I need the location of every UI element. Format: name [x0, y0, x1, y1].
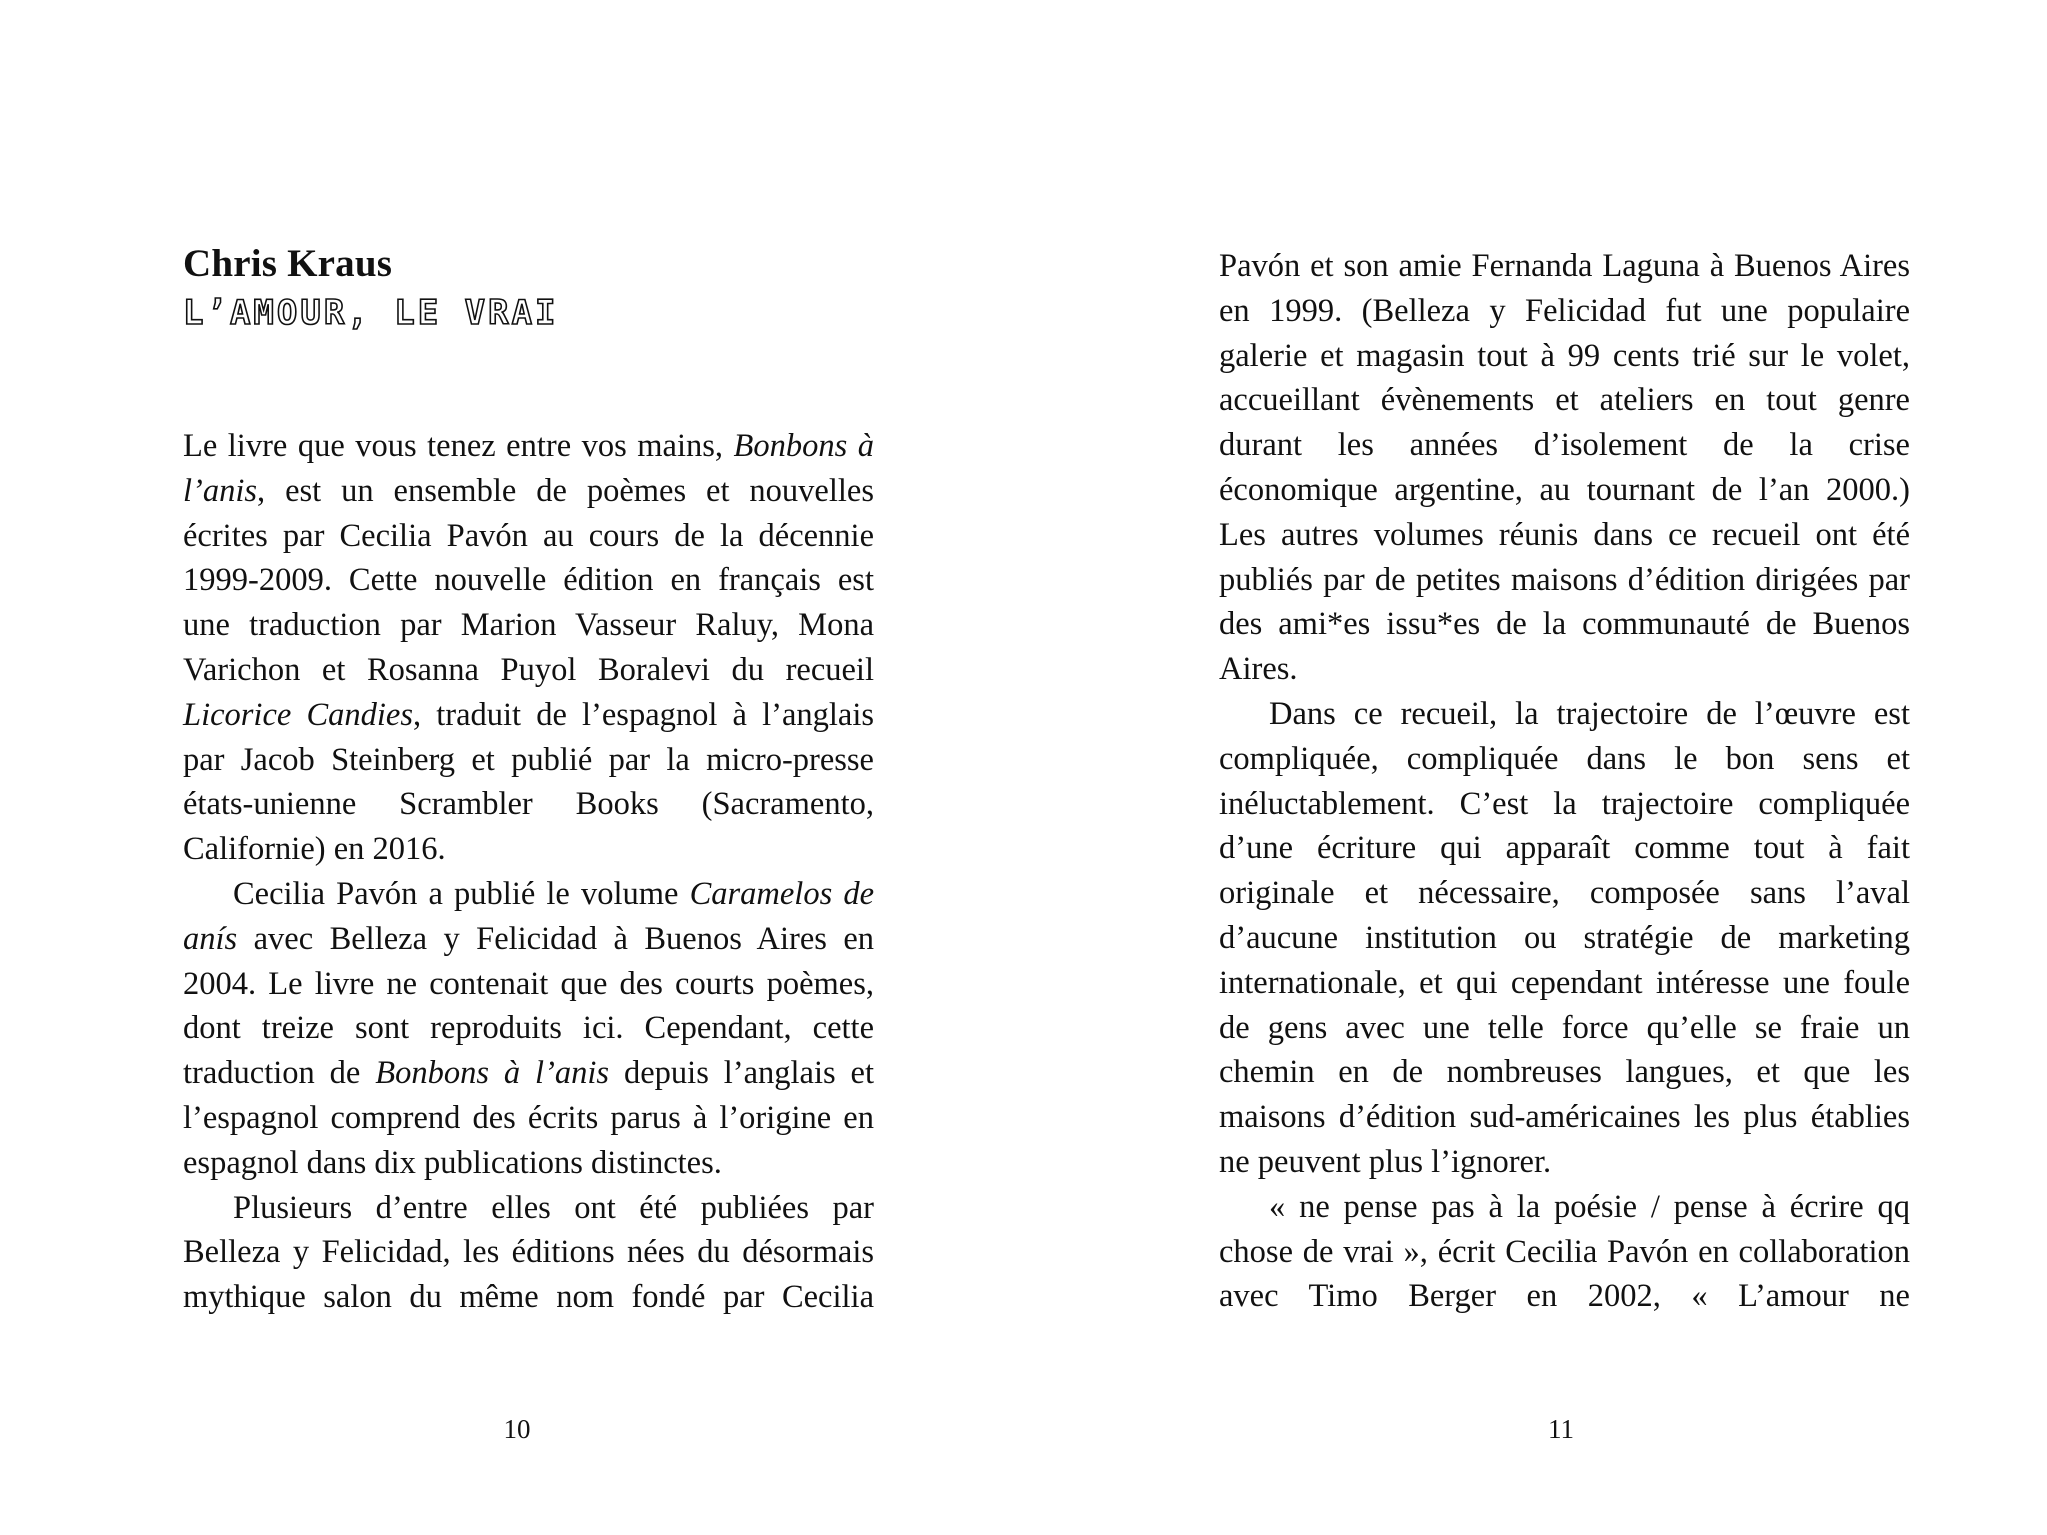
text-run: Pavón et son amie Fernanda Laguna à Buenos Aires en 1999. (Belleza y Felicidad fut une populaire galerie et magasin tout à 99 cents trié sur le volet, accueillant évènements et ateliers en tout genre durant les années d’isolement de la crise économique argentine, au tournant de l’an 2000.) Les autres volumes réunis dans ce recueil ont été publiés par de petites maisons d’édition dirigées par des ami*es issu*es de la communauté de Buenos Aires.	[1219, 248, 1910, 688]
text-run: Cecilia Pavón a publié le volume	[233, 875, 690, 912]
text-run: Dans ce recueil, la trajectoire de l’œuvre est compliquée, compliquée dans le bon sens et inéluctablement. C’est la trajectoire compliquée d’une écriture qui apparaît comme tout à fait originale et nécessaire, composée sans l’aval d’aucune institution ou stratégie de marketing internationale, et qui cependant intéresse une foule de gens avec une telle force qu’elle se fraie un chemin en de nombreuses langues, et que les maisons d’édition sud-américaines les plus établies ne peuvent plus l’ignorer.	[1219, 695, 1910, 1180]
italic-title: Licorice Candies	[183, 696, 413, 733]
author-name: Chris Kraus	[183, 242, 393, 285]
page-number: 10	[503, 1414, 531, 1444]
text-run: Le livre que vous tenez entre vos mains,	[183, 428, 734, 464]
text-run: avec Belleza y Felicidad à Buenos Aires en 2004. Le livre ne contenait que des courts poèmes, dont treize sont reproduits ici. Cependant, cette traduction de	[183, 920, 874, 1092]
text-run: , est un ensemble de poèmes et nouvelles écrites par Cecilia Pavón au cours de la décennie 1999-2009. Cette nouvelle édition en français est une traduction par Marion Vasseur Raluy, Mona Varichon et Rosanna Puyol Boralevi du recueil	[183, 472, 874, 688]
italic-title: Bonbons à l’anis	[183, 428, 874, 509]
text-run: depuis l’anglais et l’espagnol comprend des écrits parus à l’origine en espagnol dans dix publications distinctes.	[183, 1055, 875, 1181]
paragraph	[1219, 244, 1910, 692]
paragraph	[183, 1186, 874, 1320]
left-page-body	[183, 424, 874, 1320]
italic-title: Caramelos de anís	[183, 875, 874, 957]
italic-title: Bonbons à l’anis	[375, 1055, 610, 1092]
essay-title: L’AMOUR, LE VRAI	[183, 293, 559, 333]
right-page	[1024, 0, 2047, 1535]
paragraph	[1219, 692, 1910, 1185]
text-run: , traduit de l’espagnol à l’anglais par Jacob Steinberg et publié par la micro-presse états-unienne Scrambler Books (Sacramento, Californie) en 2016.	[183, 696, 874, 868]
right-page-body	[1219, 244, 1910, 1319]
text-run: Plusieurs d’entre elles ont été publiées par Belleza y Felicidad, les éditions nées du désormais mythique salon du même nom fondé par Cecilia	[183, 1189, 874, 1316]
paragraph	[183, 872, 874, 1186]
paragraph	[183, 424, 874, 872]
paragraph	[1219, 1185, 1910, 1319]
page-number: 11	[1548, 1414, 1574, 1444]
text-run: « ne pense pas à la poésie / pense à écrire qq chose de vrai », écrit Cecilia Pavón en collaboration avec Timo Berger en 2002, « L’amour ne	[1219, 1188, 1910, 1315]
left-page	[0, 0, 1023, 1535]
